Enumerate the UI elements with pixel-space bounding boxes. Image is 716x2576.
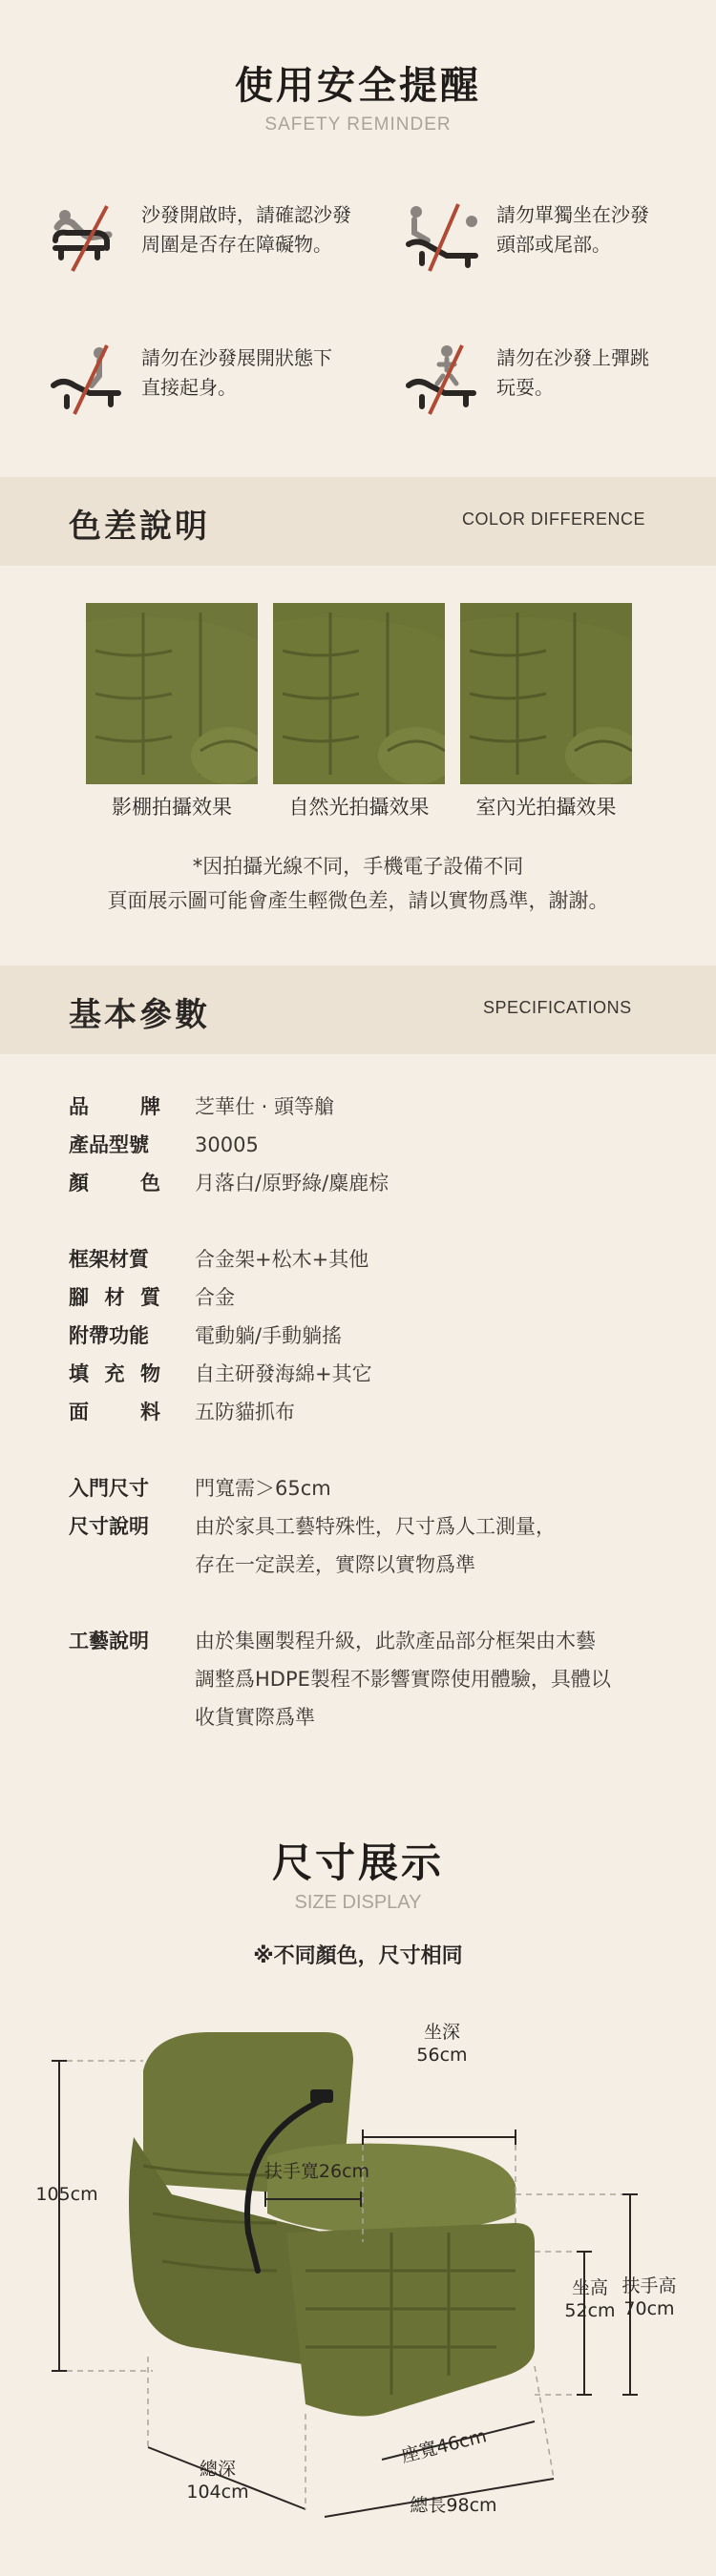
- spec-key: 產品型號: [69, 1133, 149, 1156]
- safety-line: 沙發開啟時，請確認沙發: [141, 203, 351, 226]
- sofa-open-obstacle-icon: [46, 198, 132, 275]
- sofa-armrest-right: [267, 2144, 516, 2233]
- color-note-line1: *因拍攝光線不同，手機電子設備不同: [192, 855, 524, 878]
- sofa-photo: [460, 603, 632, 784]
- spec-key: 入門尺寸: [69, 1477, 149, 1500]
- dim-total-depth-value: 104cm: [186, 2482, 249, 2503]
- dim-seat-height-value: 52cm: [564, 2300, 616, 2321]
- size-note: ※不同顏色，尺寸相同: [253, 1944, 463, 1968]
- safety-item: [401, 198, 716, 275]
- dim-seat-height-label: 坐高: [571, 2277, 608, 2298]
- dim-seat-depth-value: 56cm: [416, 2045, 468, 2066]
- size-title: 尺寸展示: [271, 1839, 444, 1886]
- sofa-stand-up-icon: [46, 342, 132, 418]
- safety-line: 直接起身。: [141, 376, 237, 399]
- dim-arm-height-label: 扶手高: [621, 2275, 677, 2296]
- safety-line: 周圍是否存在障礙物。: [141, 233, 332, 256]
- color-title: 色差說明: [69, 508, 210, 546]
- safety-subtitle: SAFETY REMINDER: [264, 114, 452, 135]
- sofa-photo: [273, 603, 445, 784]
- spec-value: 電動躺/手動躺搖: [195, 1324, 343, 1347]
- color-swatch-natural: [273, 603, 445, 784]
- dim-height: 105cm: [35, 2184, 98, 2205]
- safety-line: 請勿在沙發展開狀態下: [141, 346, 332, 369]
- spec-key: 尺寸說明: [69, 1515, 149, 1538]
- spec-row-size-note: [69, 1507, 661, 1584]
- sofa-photo: [86, 603, 258, 784]
- spec-key: 面 料: [69, 1401, 160, 1423]
- control-remote: [310, 2089, 333, 2103]
- specs-header-band: [0, 966, 716, 1054]
- safety-line: 請勿在沙發上彈跳: [496, 346, 649, 369]
- spec-value: 收貨實際爲準: [195, 1706, 315, 1729]
- spec-value: 芝華仕 · 頭等艙: [195, 1095, 335, 1118]
- spec-value: 月落白/原野綠/麋鹿棕: [195, 1172, 390, 1195]
- spec-key: 品 牌: [69, 1095, 160, 1118]
- safety-title: 使用安全提醒: [235, 64, 481, 108]
- dim-total-depth-label: 總深: [199, 2459, 236, 2480]
- color-note-line2: 頁面展示圖可能會產生輕微色差，請以實物爲準，謝謝。: [107, 889, 609, 912]
- safety-line: 請勿單獨坐在沙發: [496, 203, 649, 226]
- safety-line: 頭部或尾部。: [496, 233, 611, 256]
- spec-value: 調整爲HDPE製程不影響實際使用體驗，具體以: [195, 1668, 611, 1691]
- dim-arm-width: 扶手寬26cm: [263, 2161, 370, 2182]
- spec-value: 合金架+松木+其他: [195, 1248, 369, 1271]
- color-subtitle: COLOR DIFFERENCE: [462, 509, 646, 529]
- dim-arm-height-value: 70cm: [623, 2298, 675, 2319]
- spec-key: 框架材質: [69, 1248, 149, 1271]
- color-swatch-studio: [86, 603, 258, 784]
- sofa-dimension-diagram: [0, 1994, 716, 2547]
- spec-value: 合金: [195, 1286, 235, 1309]
- specs-title: 基本參數: [69, 996, 210, 1034]
- spec-value: 由於集團製程升級，此款產品部分框架由木藝: [195, 1630, 596, 1652]
- spec-value: 由於家具工藝特殊性，尺寸爲人工測量，: [195, 1515, 556, 1538]
- specs-subtitle: SPECIFICATIONS: [483, 998, 632, 1017]
- sofa-jump-icon: [401, 342, 487, 418]
- dim-seat-width: 座寬46cm: [399, 2425, 489, 2467]
- color-swatch-indoor: [460, 603, 632, 784]
- swatch-label: 影棚拍攝效果: [112, 796, 232, 819]
- safety-item: [46, 198, 370, 275]
- size-subtitle: SIZE DISPLAY: [294, 1892, 422, 1913]
- spec-value: 30005: [195, 1133, 259, 1156]
- spec-key: 附帶功能: [69, 1324, 149, 1347]
- spec-row-craft: [69, 1622, 661, 1736]
- swatch-label: 室內光拍攝效果: [475, 796, 617, 819]
- spec-key: 工藝說明: [69, 1630, 149, 1652]
- sofa-front: [286, 2223, 535, 2416]
- color-header-band: [0, 477, 716, 566]
- spec-key: 填 充 物: [69, 1362, 160, 1385]
- safety-line: 玩耍。: [496, 376, 554, 399]
- spec-value: 五防貓抓布: [195, 1401, 295, 1423]
- safety-item: [46, 342, 370, 418]
- swatch-label: 自然光拍攝效果: [288, 796, 430, 819]
- spec-key: 顏 色: [69, 1172, 160, 1195]
- dim-seat-depth-label: 坐深: [423, 2022, 460, 2043]
- spec-value: 存在一定誤差，實際以實物爲準: [195, 1553, 475, 1576]
- dim-total-length: 總長98cm: [410, 2495, 497, 2516]
- spec-key: 腳 材 質: [69, 1286, 160, 1309]
- spec-value: 自主研發海綿+其它: [195, 1362, 372, 1385]
- safety-item: [401, 342, 716, 418]
- sofa-sit-edge-icon: [401, 198, 487, 275]
- spec-value: 門寬需＞65cm: [195, 1477, 331, 1500]
